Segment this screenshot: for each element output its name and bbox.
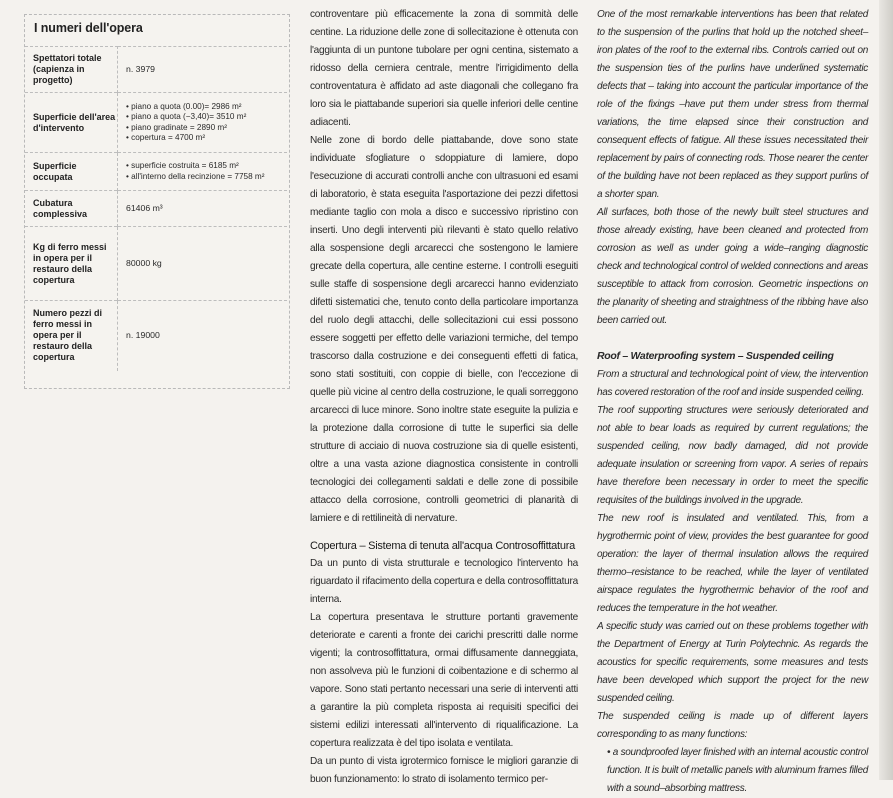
italian-paragraph: Nelle zone di bordo delle piattabande, dove sono state individuate sfogliature o sdoppiature di lamiere, dopo l'esecuzione di accurati controlli anche con ultrasuoni ed esami di laboratorio, è stata eseguita l'asportazione dei pezzi difettosi mediante taglio con mola a disco e successivo ripristino con inserti. Uno degli interventi più rilevanti è stato quello relativo alla sospensione degli arcarecci che sostengono le lamiere grecate della copertura, alle centine esterne. I controlli eseguiti sulle staffe di sospensione degli arcarecci hanno evidenziato difetti sistematici che, tenuto conto della particolare importanza del ruolo degli attacchi, delle sollecitazioni cui essi possono essere soggetti per effetto delle variazioni termiche, del tempo trascorso dalla costruzione e dei conseguenti effetti di fatica, sono stati sostituiti, con coppie di bielle, con l'eccezione di quelle più vicine al centro della costruzione, le quali sorreggono arcarecci di luce minore. Sono inoltre state eseguite la pulizia e la protezione dalla corrosione di tutte le superfici sia delle strutture di acciaio di nuova costruzione sia di quelle esistenti, oltre a una vasta azione diagnostica consistente in controlli tecnologici dei collegamenti saldati e delle zone di possibile attacco della corrosione, controlli geometrici di planarità di lamiere e di rettilineità di nervature. [310,135,578,524]
row-label: Superficie occupata [25,153,118,191]
table-row [25,93,287,153]
list-item: • all'interno della recinzione = 7758 m² [126,171,265,181]
row-value-list [118,93,288,153]
row-label: Kg di ferro messi in opera per il restauro della copertura [25,227,118,301]
row-value-list [118,153,288,191]
english-paragraph: All surfaces, both those of the newly built steel structures and those already existing, have been cleaned and protected from corrosion as well as under going a wide–ranging diagnostic check and technological control of welded connections and areas susceptible to attack from corrosion. Geometric inspections on the planarity of sheeting and straightness of the ribbing have also been carried out. [597,207,868,326]
row-label: Superficie dell'area d'intervento [25,93,118,153]
stats-panel [24,14,290,389]
english-paragraph: The suspended ceiling is made up of different layers corresponding to as many functions: [597,711,868,740]
list-item: • copertura = 4700 m² [126,133,206,142]
page-edge [879,0,893,780]
english-paragraph: A specific study was carried out on these problems together with the Department of Energy at Turin Polytechnic. As regards the acoustics for specific requirements, some measures and tests have been developed which support the project for the new suspended ceiling. [597,621,868,704]
english-paragraph: The roof supporting structures were seriously deteriorated and not able to bear loads as required by current regulations; the suspended ceiling, now badly damaged, did not provide adequate insulation or screening from vapor. A series of repairs have therefore been necessary in order to meet the specific requisites of the buildings involved in the upgrade. [597,405,868,506]
row-label: Numero pezzi di ferro messi in opera per il restauro della copertura [25,301,118,371]
row-value: n. 3979 [118,47,288,93]
italian-column [310,6,578,789]
english-section-heading: Roof – Waterproofing system – Suspended ceiling [597,350,834,362]
list-item: • piano gradinate = 2890 m² [126,122,227,132]
english-paragraph: One of the most remarkable interventions has been that related to the suspension of the purlins that hold up the notched sheet–iron plates of the roof to the external ribs. Controls carried out on the suspension ties of the purlins have underlined systematic defects that – taking into account the particular importance of the role of the fixings –have put them under stress from thermal variations, the time elapsed since their construction and consequent effects of fatigue. All these issues necessitated their replacement by pairs of connecting rods. Those nearer the center of the building have not been replaced as they support purlins of a shorter span. [597,9,868,200]
english-paragraph: The new roof is insulated and ventilated. This, from a hygrothermic point of view, provides the best guarantee for good operation: the layer of thermal insulation allows the required thermo–resistance to be reached, while the layer of ventilated airspace regulates the hygrothermic behavior of the roof and reduces the temperature in the hot weather. [597,513,868,614]
english-column [597,6,868,798]
table-row [25,227,287,301]
row-label: Cubatura complessiva [25,191,118,227]
row-value: 80000 kg [118,227,288,301]
row-value: 61406 m³ [118,191,288,227]
panel-title: I numeri dell'opera [34,21,143,35]
italian-paragraph: Da un punto di vista igrotermico fornisce le migliori garanzie di buon funzionamento: lo strato di isolamento termico per- [310,756,578,785]
list-item: • superficie costruita = 6185 m² [126,161,239,170]
list-item: • piano a quota (0.00)= 2986 m² [126,101,242,111]
table-row [25,153,287,191]
row-label: Spettatori totale (capienza in progetto) [25,47,118,93]
italian-paragraph: Da un punto di vista strutturale e tecnologico l'intervento ha riguardato il rifacimento della copertura e della controsoffittatura interna. [310,558,578,605]
list-item: • piano a quota (−3,40)= 3510 m² [126,112,247,121]
english-paragraph: From a structural and technological point of view, the intervention has covered restoration of the roof and inside suspended ceiling. [597,369,868,398]
table-row [25,191,287,227]
table-row [25,301,287,371]
english-list-item: • a soundproofed layer finished with an internal acoustic control function. It is built of metallic panels with aluminum frames filled with a sound–absorbing mattress. [607,747,868,794]
italian-section-heading: Copertura – Sistema di tenuta all'acqua Controsoffittatura [310,540,576,552]
table-row [25,47,287,93]
row-value: n. 19000 [118,301,288,371]
stats-table [25,46,287,371]
italian-paragraph: controventare più efficacemente la zona di sommità delle centine. La riduzione delle zone di sollecitazione è ottenuta con l'aggiunta di un puntone tubolare per ogni centina, sistemato a ridosso della cerniera centrale, mentre l'irrigidimento della controventatura è affidato ad aste diagonali che collegano fra loro sia le piattabande superiori sia quelle inferiori delle centine adiacenti. [310,9,578,128]
italian-paragraph: La copertura presentava le strutture portanti gravemente deteriorate e carenti a fronte dei carichi prescritti dalle norme vigenti; la controsoffittatura, ormai diffusamente danneggiata, non assolveva più le funzioni di coibentazione e di schermo al vapore. Sono stati pertanto necessari una serie di interventi atti a garantire la più completa risposta ai requisiti specifici dei sistemi edilizi interessati all'intervento di riqualificazione. La copertura realizzata è del tipo isolata e ventilata. [310,612,578,749]
